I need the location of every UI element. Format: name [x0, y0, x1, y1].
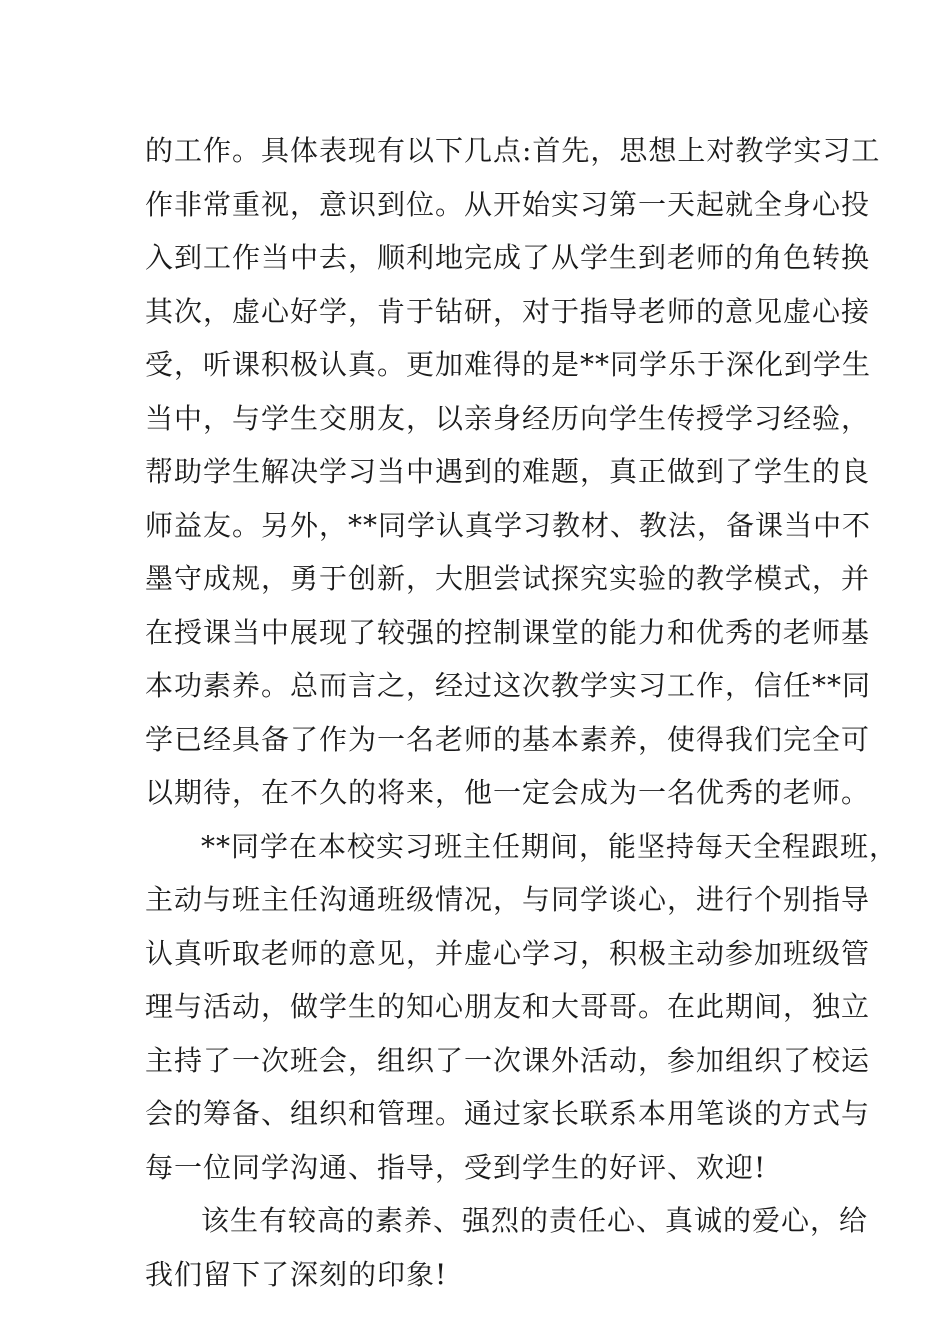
text-line: 主动与班主任沟通班级情况，与同学谈心，进行个别指导 — [145, 883, 871, 916]
text-line: 会的筹备、组织和管理。通过家长联系本用笔谈的方式与 — [145, 1097, 871, 1130]
text-line: 在授课当中展现了较强的控制课堂的能力和优秀的老师基 — [145, 615, 871, 649]
text-line: 帮助学生解决学习当中遇到的难题，真正做到了学生的良 — [145, 455, 871, 488]
text-line: 入到工作当中去，顺利地完成了从学生到老师的角色转换 — [145, 241, 871, 274]
text-line: 作非常重视，意识到位。从开始实习第一天起就全身心投 — [145, 187, 871, 221]
text-line: 师益友。另外，**同学认真学习教材、教法，备课当中不 — [145, 508, 872, 542]
text-line: 主持了一次班会，组织了一次课外活动，参加组织了校运 — [145, 1043, 871, 1077]
text-line: 每一位同学沟通、指导，受到学生的好评、欢迎! — [145, 1150, 767, 1184]
text-line: 的工作。具体表现有以下几点:首先，思想上对教学实习工 — [145, 134, 881, 167]
text-line: 本功素养。总而言之，经过这次教学实习工作，信任**同 — [145, 669, 872, 702]
text-line: 以期待，在不久的将来，他一定会成为一名优秀的老师。 — [145, 776, 871, 809]
document-body — [145, 124, 899, 1301]
text-line: 其次，虚心好学，肯于钻研，对于指导老师的意见虚心接 — [145, 294, 871, 328]
text-line: 学已经具备了作为一名老师的基本素养，使得我们完全可 — [145, 722, 871, 756]
text-line: 理与活动，做学生的知心朋友和大哥哥。在此期间，独立 — [145, 990, 871, 1023]
text-line: 我们留下了深刻的印象! — [145, 1257, 448, 1291]
text-line: 当中，与学生交朋友，以亲身经历向学生传授学习经验， — [145, 401, 871, 435]
text-line: 认真听取老师的意见，并虚心学习，积极主动参加班级管 — [145, 936, 871, 970]
paragraph-start-line: 该生有较高的素养、强烈的责任心、真诚的爱心，给 — [201, 1204, 869, 1237]
paragraph-start-line: **同学在本校实习班主任期间，能坚持每天全程跟班， — [201, 829, 899, 863]
text-line: 墨守成规，勇于创新，大胆尝试探究实验的教学模式，并 — [145, 562, 871, 595]
text-line: 受，听课积极认真。更加难得的是**同学乐于深化到学生 — [145, 348, 872, 381]
